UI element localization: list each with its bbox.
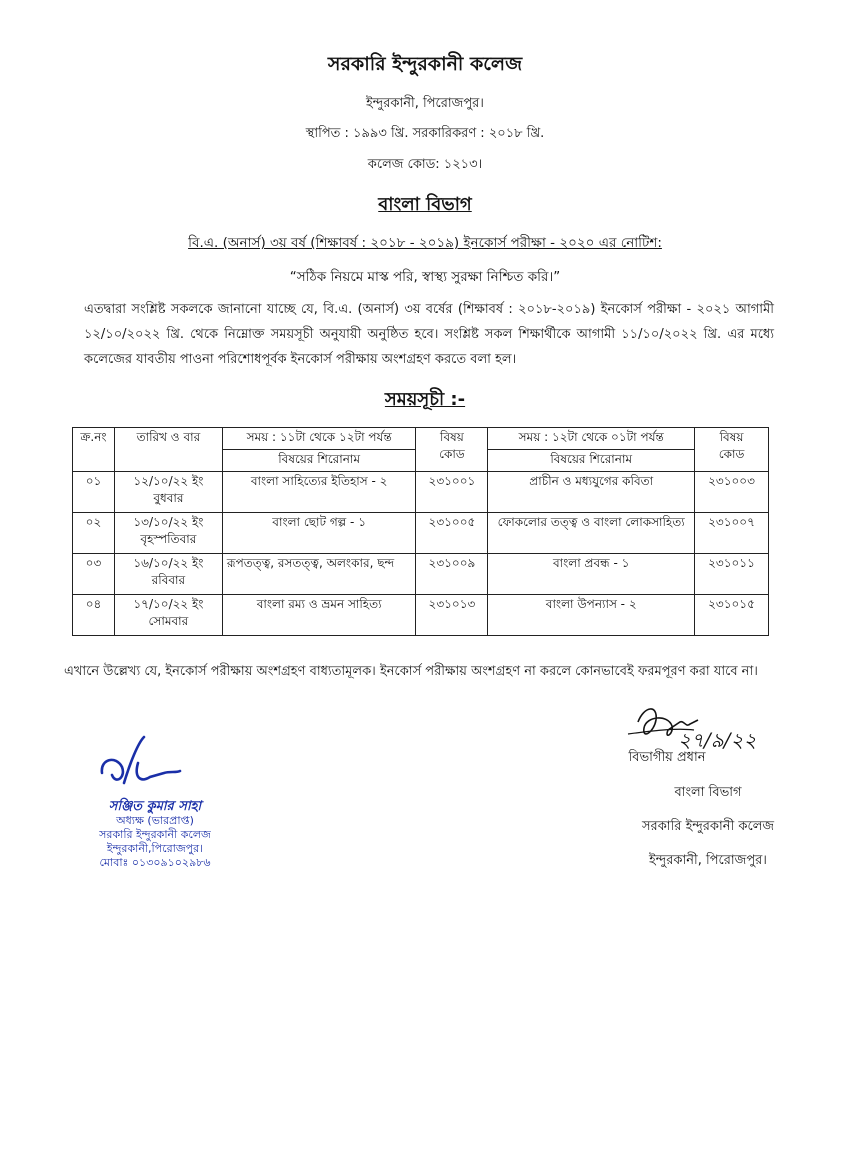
header-serial: ক্র.নং [73,428,115,472]
cell-subject1: রূপতত্ত্ব, রসতত্ত্ব, অলংকার, ছন্দ [222,554,416,595]
cell-code2: ২৩১০১৫ [695,595,769,636]
cell-day: বৃহস্পতিবার [140,532,197,546]
college-code: কলেজ কোড: ১২১৩। [367,157,483,172]
principal-signature [94,733,184,793]
cell-subject1: বাংলা ছোট গল্প - ১ [222,513,416,554]
stamp-phone: মোবাঃ ০১৩০৯১০২৯৮৬ [99,856,211,869]
cell-serial: ০৪ [73,595,115,636]
cell-code1: ২৩১০০১ [416,472,488,513]
signatory-college: সরকারি ইন্দুরকানী কলেজ [641,819,775,834]
header-slot2-subject: বিষয়ের শিরোনাম [488,450,695,472]
table-row [73,513,769,554]
department-title: বাংলা বিভাগ [378,194,472,215]
table-row [73,595,769,636]
principal-stamp [70,800,240,870]
cell-serial: ০৩ [73,554,115,595]
cell-subject1: বাংলা রম্য ও ভ্রমন সাহিত্য [222,595,416,636]
table-row [73,472,769,513]
cell-code1: ২৩১০০৫ [416,513,488,554]
code-label-top: বিষয় [719,430,744,444]
cell-serial: ০১ [73,472,115,513]
code-label-top: বিষয় [440,430,464,444]
cell-date-day [114,595,222,636]
college-name: সরকারি ইন্দুরকানী কলেজ [327,53,523,75]
cell-date-day [114,554,222,595]
cell-date-day [114,472,222,513]
signature-date: ২৭/৯/২২ [678,728,757,752]
notice-title: বি.এ. (অনার্স) ৩য় বর্ষ (শিক্ষাবর্ষ : ২০১৮ - ২০১৯) ইনকোর্স পরীক্ষা - ২০২০ এর নোটিশ: [188,235,662,251]
cell-date: ১৬/১০/২২ ইং [133,556,204,570]
header-date-day: তারিখ ও বার [114,428,222,472]
code-label-bottom: কোড [718,447,745,461]
header-code1 [416,428,488,472]
cell-code1: ২৩১০১৩ [416,595,488,636]
cell-code2: ২৩১০০৩ [695,472,769,513]
cell-date-day [114,513,222,554]
cell-subject2: প্রাচীন ও মধ্যযুগের কবিতা [488,472,695,513]
stamp-name: সঞ্জিত কুমার সাহা [108,799,202,814]
slogan: “সঠিক নিয়মে মাস্ক পরি, স্বাস্থ্য সুরক্ষা নিশ্চিত করি।” [289,269,561,285]
cell-date: ১২/১০/২২ ইং [133,474,204,488]
schedule-title: সময়সূচী :- [384,389,466,410]
cell-subject1: বাংলা সাহিত্যের ইতিহাস - ২ [222,472,416,513]
table-row [73,554,769,595]
cell-code1: ২৩১০০৯ [416,554,488,595]
cell-day: সোমবার [148,614,189,628]
cell-date: ১৩/১০/২২ ইং [133,515,204,529]
signatory-department: বাংলা বিভাগ [674,785,742,800]
header-slot1-subject: বিষয়ের শিরোনাম [222,450,416,472]
footer-note: এখানে উল্লেখ্য যে, ইনকোর্স পরীক্ষায় অংশগ্রহণ বাধ্যতামূলক। ইনকোর্স পরীক্ষায় অংশগ্রহণ না করলে কোনভাবেই ফরমপূরণ করা যাবে না। [64,664,758,679]
signatory-title: বিভাগীয় প্রধান [628,750,706,765]
header-slot1-time: সময় : ১১টা থেকে ১২টা পর্যন্ত [222,428,416,450]
college-address: ইন্দুরকানী, পিরোজপুর। [366,96,484,111]
cell-subject2: বাংলা উপন্যাস - ২ [488,595,695,636]
stamp-location: ইন্দুরকানী,পিরোজপুর। [106,842,204,855]
established-info: স্থাপিত : ১৯৯৩ খ্রি. সরকারিকরণ : ২০১৮ খ্রি. [305,126,545,141]
cell-day: রবিবার [151,573,186,587]
cell-subject2: বাংলা প্রবন্ধ - ১ [488,554,695,595]
signatory-location: ইন্দুরকানী, পিরোজপুর। [649,853,767,868]
table-header-row [73,428,769,450]
notice-body: এতদ্বারা সংশ্লিষ্ট সকলকে জানানো যাচ্ছে যে, বি.এ. (অনার্স) ৩য় বর্ষের (শিক্ষাবর্ষ : ২০১৮-২০১৯) ইনকোর্স পরীক্ষা - ২০২১ আগামী ১২/১০/২০২২ খ্রি. থেকে নিম্নোক্ত সময়সূচী অনুযায়ী অনুষ্ঠিত হবে। সংশ্লিষ্ট সকল শিক্ষার্থীকে আগামী ১১/১০/২০২২ খ্রি. এর মধ্যে কলেজের যাবতীয় পাওনা পরিশোধপূর্বক ইনকোর্স পরীক্ষায় অংশগ্রহণ করতে বলা হল। [84,302,774,367]
code-label-bottom: কোড [439,447,465,461]
cell-code2: ২৩১০০৭ [695,513,769,554]
cell-subject2: ফোকলোর তত্ত্ব ও বাংলা লোকসাহিত্য [488,513,695,554]
cell-day: বুধবার [153,491,184,505]
stamp-role: অধ্যক্ষ (ভারপ্রাপ্ত) [116,814,194,827]
schedule-table [72,427,769,636]
header-code2 [695,428,769,472]
cell-code2: ২৩১০১১ [695,554,769,595]
cell-serial: ০২ [73,513,115,554]
header-slot2-time: সময় : ১২টা থেকে ০১টা পর্যন্ত [488,428,695,450]
stamp-college: সরকারি ইন্দুরকানী কলেজ [99,828,211,841]
cell-date: ১৭/১০/২২ ইং [133,597,204,611]
